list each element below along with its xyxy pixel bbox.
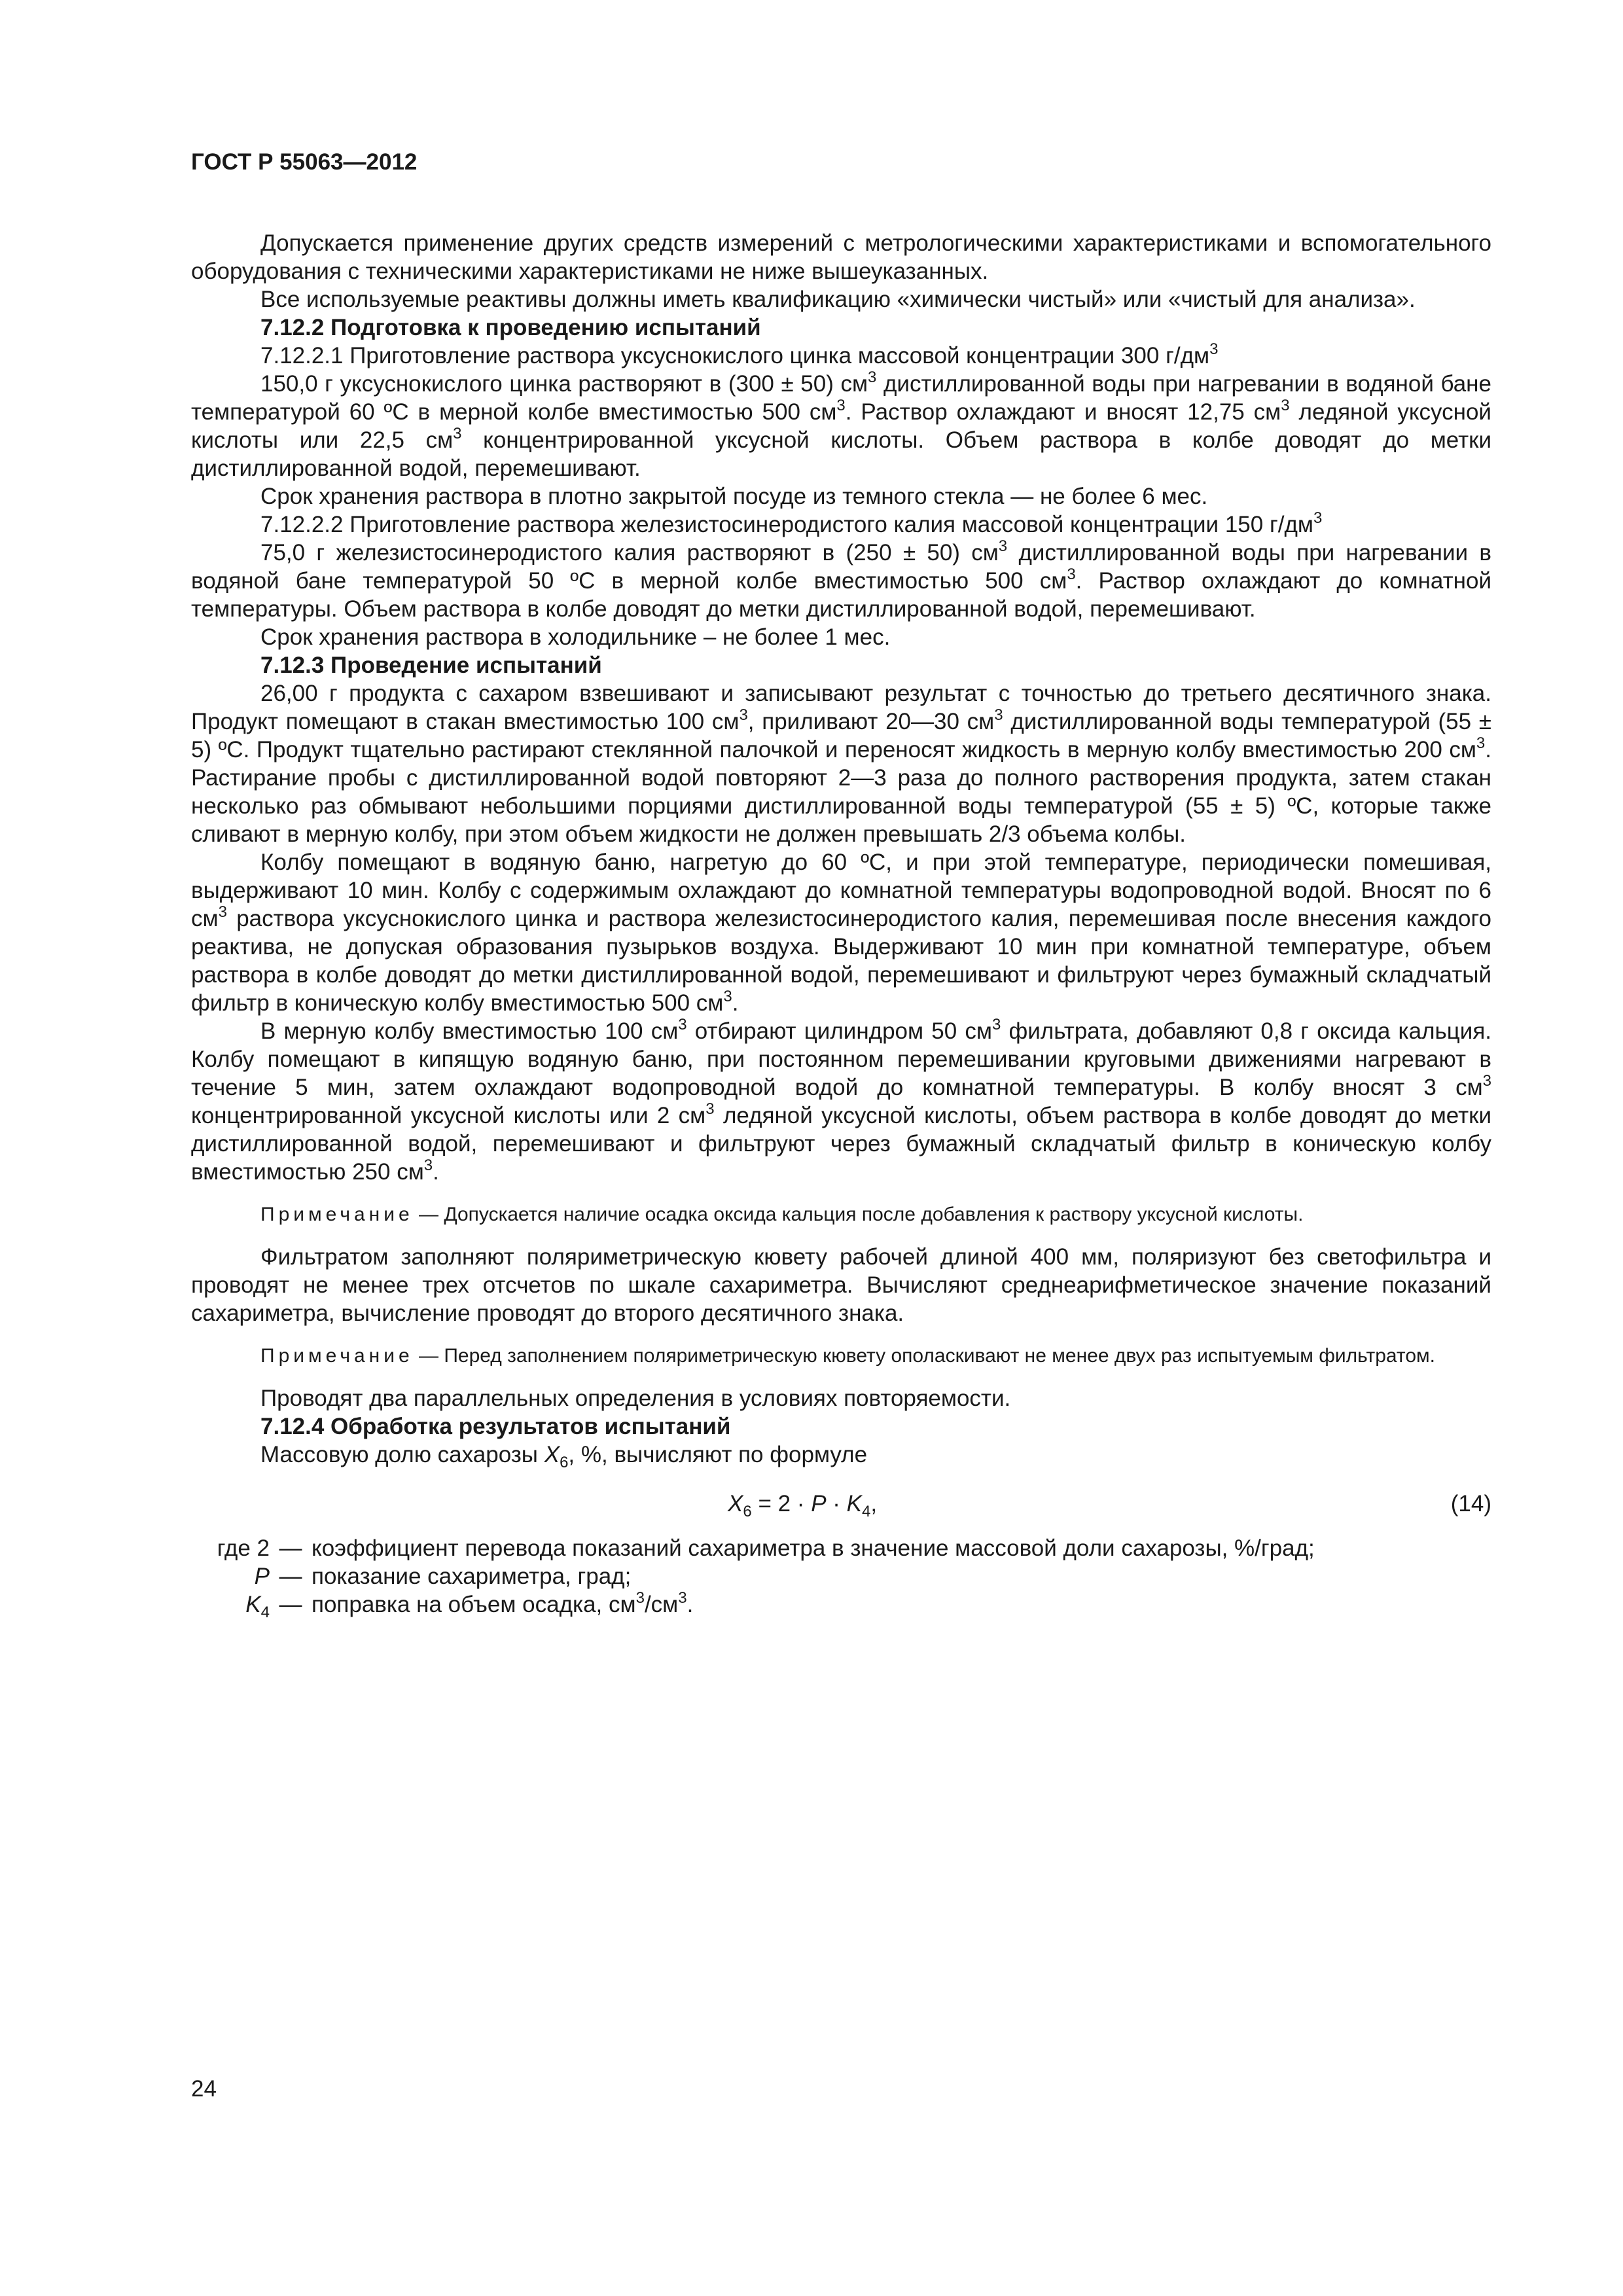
note-label: Примечание	[260, 1204, 414, 1225]
paragraph-storage-1: Срок хранения раствора в плотно закрытой посуде из темного стекла — не более 6 мес.	[260, 484, 1208, 509]
section-heading-7-12-3: 7.12.3 Проведение испытаний	[260, 653, 602, 678]
paragraph-potassium-solution: 75,0 г железистосинеродистого калия растворяют в (250 ± 50) $см^3$ дистиллированной воды при нагревании в водяной бане температурой 50 ºC в мерной колбе вместимостью 500 $см^3$. Раствор охлаждают до комнатной температуры. Объем раствора в колбе доводят до метки дистиллированной водой, перемешивают.	[191, 537, 1491, 622]
note-1: Примечание — Допускается наличие осадка оксида кальция после добавления к раствору уксусной кислоты.	[260, 1204, 1304, 1225]
section-heading-7-12-2: 7.12.2 Подготовка к проведению испытаний	[260, 315, 761, 340]
paragraph-formula-intro: Массовую долю сахарозы $X_6$, %, вычисляют по формуле	[260, 1442, 868, 1471]
paragraph-storage-2: Срок хранения раствора в холодильнике – не более 1 мес.	[260, 624, 891, 650]
subsection-title-7-12-2-1: 7.12.2.1 Приготовление раствора уксуснокислого цинка массовой концентрации 300 $г/дм^3$	[260, 340, 1219, 368]
formula-number: (14)	[1450, 1491, 1491, 1516]
paragraph-polarimetry: Фильтратом заполняют поляриметрическую кювету рабочей длиной 400 мм, поляризуют без светофильтра и проводят не менее трех отсчетов по шкале сахариметра. Вычисляют среднеарифметическое значение показаний сахариметра, вычисление проводят до второго десятичного знака.	[191, 1244, 1491, 1326]
page-content	[191, 229, 1491, 1619]
note-label: Примечание	[260, 1345, 414, 1367]
page-number: 24	[191, 2076, 217, 2102]
formula-14	[191, 1484, 1491, 1522]
note-2: Примечание — Перед заполнением поляриметрическую кювету ополаскивают не менее двух раз испытуемым фильтратом.	[260, 1345, 1435, 1367]
legend-row: $K_4$ — поправка на объем осадка, $см^3/см^3$.	[245, 1589, 694, 1621]
paragraph: Допускается применение других средств измерений с метрологическими характеристиками и вспомогательного оборудования с техническими характеристиками не ниже вышеуказанных.	[191, 230, 1491, 284]
formula-legend	[191, 1534, 1491, 1619]
paragraph-parallel: Проводят два параллельных определения в условиях повторяемости.	[260, 1386, 1011, 1411]
document-id: ГОСТ Р 55063—2012	[191, 149, 418, 175]
paragraph-zinc-solution: 150,0 г уксуснокислого цинка растворяют в (300 ± 50) $см^3$ дистиллированной воды при нагревании в водяной бане температурой 60 ºC в мерной колбе вместимостью 500 $см^3$. Раствор охлаждают и вносят 12,75 $см^3$ ледяной уксусной кислоты или 22,5 $см^3$ концентрированной уксусной кислоты. Объем раствора в колбе доводят до метки дистиллированной водой, перемешивают.	[191, 368, 1491, 481]
subsection-title-7-12-2-2: 7.12.2.2 Приготовление раствора железистосинеродистого калия массовой концентрации 150 $г/дм^3$	[260, 509, 1323, 537]
paragraph-procedure-1: 26,00 г продукта с сахаром взвешивают и записывают результат с точностью до третьего десятичного знака. Продукт помещают в стакан вместимостью 100 $см^3$, приливают 20—30 $см^3$ дистиллированной воды температурой (55 ± 5) ºC. Продукт тщательно растирают стеклянной палочкой и переносят жидкость в мерную колбу вместимостью 200 $см^3$. Растирание пробы с дистиллированной водой повторяют 2—3 раза до полного растворения продукта, затем стакан несколько раз обмывают небольшими порциями дистиллированной воды температурой (55 ± 5) ºC, которые также сливают в мерную колбу, при этом объем жидкости не должен превышать 2/3 объема колбы.	[191, 681, 1491, 847]
paragraph-procedure-3: В мерную колбу вместимостью 100 $см^3$ отбирают цилиндром 50 $см^3$ фильтрата, добавляют 0,8 г оксида кальция. Колбу помещают в кипящую водяную баню, при постоянном перемешивании круговыми движениями нагревают в течение 5 мин, затем охлаждают водопроводной водой до комнатной температуры. В колбу вносят 3 $см^3$ концентрированной уксусной кислоты или 2 $см^3$ ледяной уксусной кислоты, объем раствора в колбе доводят до метки дистиллированной водой, перемешивают и фильтруют через бумажный складчатый фильтр в коническую колбу вместимостью 250 $см^3$.	[191, 1016, 1491, 1185]
legend-row: P — показание сахариметра, град;	[254, 1564, 632, 1589]
legend-row: где 2 — коэффициент перевода показаний сахариметра в значение массовой доли сахарозы, %/град;	[217, 1535, 1315, 1561]
section-heading-7-12-4: 7.12.4 Обработка результатов испытаний	[260, 1414, 731, 1439]
paragraph-procedure-2: Колбу помещают в водяную баню, нагретую до 60 ºC, и при этой температуре, периодически помешивая, выдерживают 10 мин. Колбу с содержимым охлаждают до комнатной температуры водопроводной водой. Вносят по 6 $см^3$ раствора уксуснокислого цинка и раствора железистосинеродистого калия, перемешивая после внесения каждого реактива, не допуская образования пузырьков воздуха. Выдерживают 10 мин при комнатной температуре, объем раствора в колбе доводят до метки дистиллированной водой, перемешивают и фильтруют через бумажный складчатый фильтр в коническую колбу вместимостью 500 $см^3$.	[191, 850, 1491, 1016]
formula-expression: $X_6 = 2 \cdot P \cdot K_4$,	[728, 1491, 878, 1520]
paragraph: Все используемые реактивы должны иметь квалификацию «химически чистый» или «чистый для анализа».	[260, 287, 1416, 312]
